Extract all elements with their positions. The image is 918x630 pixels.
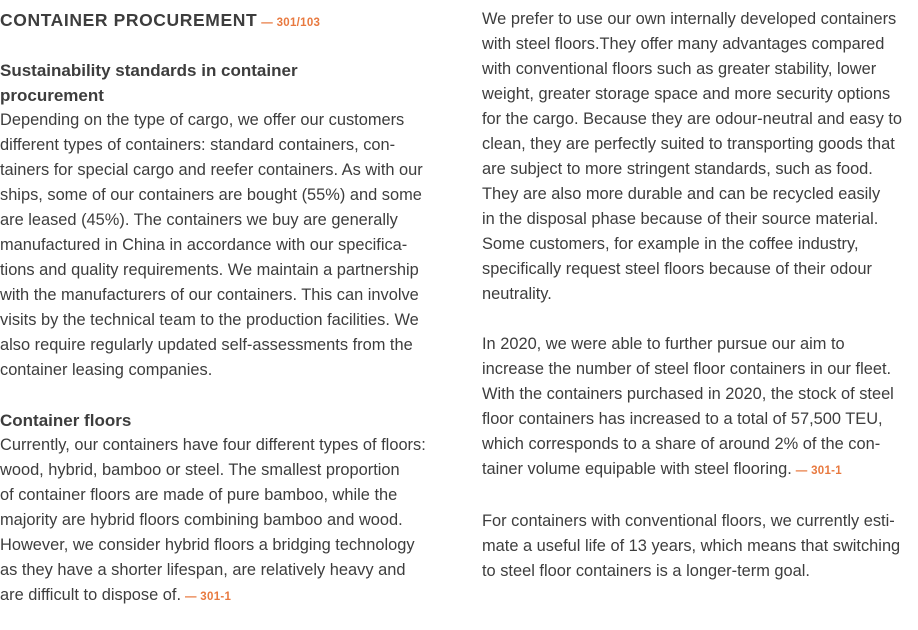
text-line: are leased (45%). The containers we buy are generally bbox=[0, 211, 398, 229]
text-line: Currently, our containers have four different types of floors: bbox=[0, 436, 426, 454]
spacer bbox=[482, 484, 918, 509]
text-line: They are also more durable and can be recycled easily bbox=[482, 185, 881, 203]
text-line: with steel floors.They offer many advantages compared bbox=[482, 35, 885, 53]
text-line: In 2020, we were able to further pursue our aim to bbox=[482, 335, 845, 353]
text-line: wood, hybrid, bamboo or steel. The smallest proportion bbox=[0, 461, 400, 479]
text-line: with conventional floors such as greater stability, lower bbox=[482, 60, 877, 78]
text-line: neutrality. bbox=[482, 285, 552, 303]
spacer bbox=[0, 383, 440, 408]
text-line: mate a useful life of 13 years, which means that switching bbox=[482, 537, 901, 555]
gri-reference: — 301/103 bbox=[261, 17, 321, 29]
subsection-heading bbox=[0, 58, 440, 108]
paragraph bbox=[482, 7, 918, 307]
subsection-sustainability bbox=[0, 58, 440, 383]
gri-reference: — 301-1 bbox=[795, 465, 843, 477]
text-line: tainers for special cargo and reefer containers. As with our bbox=[0, 161, 423, 179]
spacer bbox=[482, 307, 918, 332]
text-line: With the containers purchased in 2020, the stock of steel bbox=[482, 385, 894, 403]
text-line: majority are hybrid floors combining bamboo and wood. bbox=[0, 511, 403, 529]
text-line-content: are difficult to dispose of. bbox=[0, 586, 182, 604]
text-line: with the manufacturers of our containers. This can involve bbox=[0, 286, 419, 304]
text-line: for the cargo. Because they are odour-neutral and easy to bbox=[482, 110, 903, 128]
section-title bbox=[0, 8, 440, 33]
text-line: We prefer to use our own internally developed containers bbox=[482, 10, 897, 28]
text-line: Depending on the type of cargo, we offer our customers bbox=[0, 111, 405, 129]
text-line: to steel floor containers is a longer-term goal. bbox=[482, 562, 810, 580]
section-title-text: CONTAINER PROCUREMENT bbox=[0, 10, 258, 30]
text-line bbox=[482, 457, 918, 484]
text-line: visits by the technical team to the production facilities. We bbox=[0, 311, 419, 329]
text-line: tions and quality requirements. We maintain a partnership bbox=[0, 261, 419, 279]
text-line: as they have a shorter lifespan, are relatively heavy and bbox=[0, 561, 406, 579]
spacer bbox=[0, 33, 440, 58]
text-line: container leasing companies. bbox=[0, 361, 213, 379]
gri-reference: — 301-1 bbox=[185, 591, 232, 603]
right-column bbox=[482, 0, 918, 584]
text-line: specifically request steel floors because of their odour bbox=[482, 260, 872, 278]
text-line-content: tainer volume equipable with steel flooring. bbox=[482, 460, 792, 478]
paragraph bbox=[0, 433, 440, 610]
text-line: in the disposal phase because of their source material. bbox=[482, 210, 879, 228]
text-line: are subject to more stringent standards, such as food. bbox=[482, 160, 873, 178]
text-line: which corresponds to a share of around 2% of the con- bbox=[482, 435, 881, 453]
text-line: clean, they are perfectly suited to transporting goods that bbox=[482, 135, 895, 153]
text-line: weight, greater storage space and more security options bbox=[482, 85, 891, 103]
paragraph bbox=[482, 509, 918, 584]
text-line: Some customers, for example in the coffee industry, bbox=[482, 235, 859, 253]
text-line bbox=[0, 583, 440, 610]
text-line: manufactured in China in accordance with our specifica- bbox=[0, 236, 408, 254]
paragraph bbox=[482, 332, 918, 484]
left-column bbox=[0, 0, 440, 610]
text-line: For containers with conventional floors, we currently esti- bbox=[482, 512, 895, 530]
paragraph bbox=[0, 108, 440, 383]
text-line: also require regularly updated self-assessments from the bbox=[0, 336, 413, 354]
subsection-container-floors bbox=[0, 408, 440, 610]
heading-line: Sustainability standards in container bbox=[0, 61, 298, 80]
text-line: floor containers has increased to a total of 57,500 TEU, bbox=[482, 410, 883, 428]
text-line: However, we consider hybrid floors a bridging technology bbox=[0, 536, 415, 554]
text-line: of container floors are made of pure bamboo, while the bbox=[0, 486, 398, 504]
text-line: different types of containers: standard containers, con- bbox=[0, 136, 396, 154]
subsection-heading: Container floors bbox=[0, 411, 132, 430]
text-line: increase the number of steel floor containers in our fleet. bbox=[482, 360, 892, 378]
heading-line: procurement bbox=[0, 86, 104, 105]
text-line: ships, some of our containers are bought (55%) and some bbox=[0, 186, 422, 204]
